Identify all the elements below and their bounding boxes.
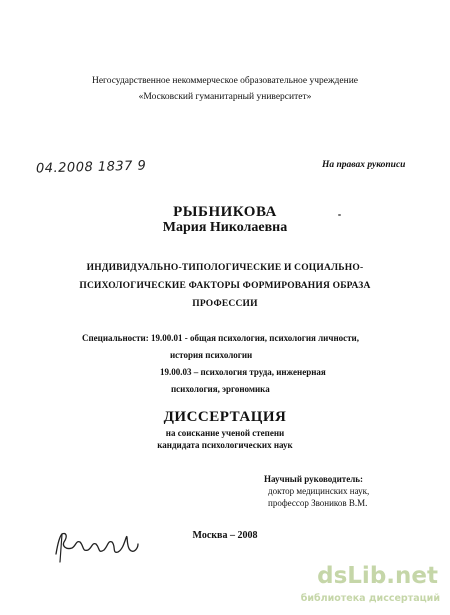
degree-line-1: на соискание ученой степени	[165, 428, 285, 438]
author-name: Мария Николаевна	[162, 220, 288, 235]
supervisor-degree: доктор медицинских наук,	[268, 486, 370, 496]
watermark	[300, 563, 446, 611]
rights-note: На правах рукописи	[322, 160, 406, 170]
document-type: ДИССЕРТАЦИЯ	[163, 409, 287, 425]
supervisor-label: Научный руководитель:	[264, 474, 363, 484]
supervisor-name: профессор Звоников В.М.	[268, 498, 368, 508]
specialty-line-1: Специальности: 19.00.01 - общая психология, психология личности,	[82, 333, 359, 343]
watermark-subtitle: библиотека диссертаций	[300, 593, 440, 604]
specialty-line-2: история психологии	[170, 350, 253, 360]
degree-line-2: кандидата психологических наук	[157, 440, 293, 450]
scan-speck	[338, 214, 341, 216]
institution-line-1: Негосударственное некоммерческое образовательное учреждение	[91, 76, 358, 86]
handwritten-signature	[52, 520, 142, 570]
title-line-1: ИНДИВИДУАЛЬНО-ТИПОЛОГИЧЕСКИЕ И СОЦИАЛЬНО-	[86, 263, 364, 273]
institution-line-2: «Московский гуманитарный университет»	[138, 92, 312, 102]
specialty-line-4: психология, эргономика	[171, 384, 270, 394]
title-line-3: ПРОФЕССИИ	[192, 299, 258, 309]
author-surname: РЫБНИКОВА	[173, 204, 277, 220]
specialty-line-3: 19.00.03 – психология труда, инженерная	[160, 367, 326, 377]
title-line-2: ПСИХОЛОГИЧЕСКИЕ ФАКТОРЫ ФОРМИРОВАНИЯ ОБРАЗА	[79, 281, 371, 291]
registration-number: 04.2008 1837 9	[35, 158, 147, 177]
watermark-logo: dsLib.net	[317, 563, 438, 589]
city-year: Москва – 2008	[192, 530, 258, 541]
